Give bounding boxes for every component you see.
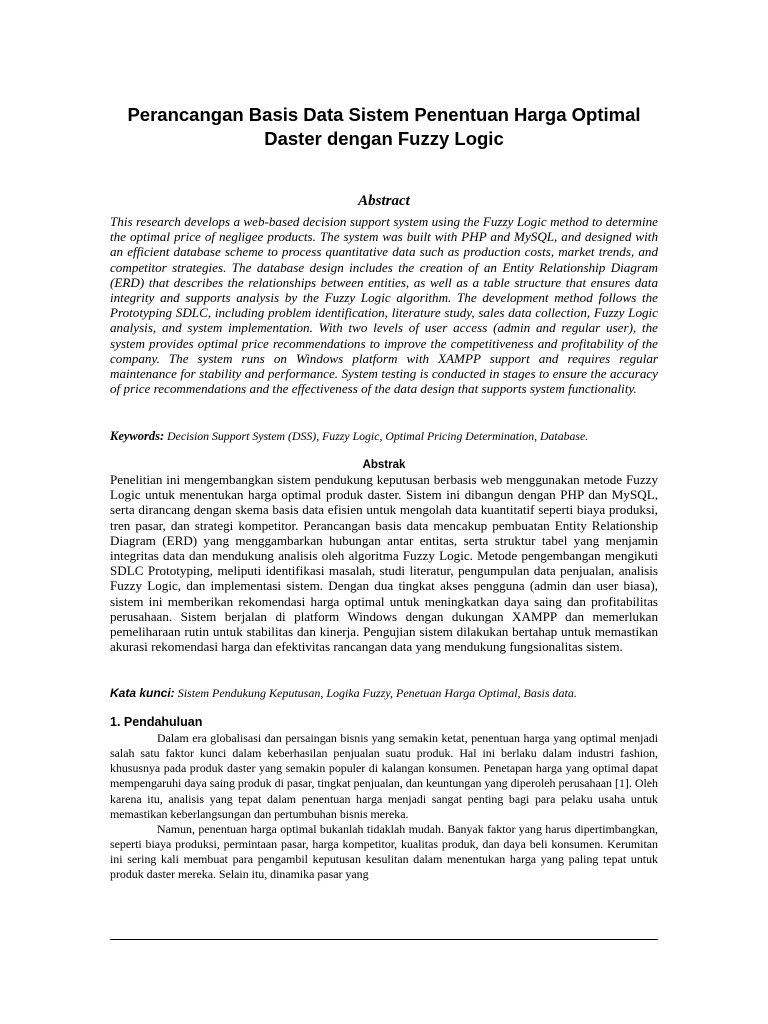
keywords-list-en: Decision Support System (DSS), Fuzzy Logic, Optimal Pricing Determination, Database.	[167, 429, 589, 443]
abstract-heading-en: Abstract	[358, 193, 410, 209]
footer-rule	[110, 939, 658, 940]
abstract-text-en: This research develops a web-based decision support system using the Fuzzy Logic method to determine the optimal price of negligee products. The system was built with PHP and MySQL, and designed with an efficient database scheme to process quantitative data such as production costs, market trends, and competitor strategies. The database design includes the creation of an Entity Relationship Diagram (ERD) that describes the relationships between entities, as well as a table structure that ensures data integrity and supports analysis by the Fuzzy Logic algorithm. The development method follows the Prototyping SDLC, including problem identification, literature study, sales data collection, Fuzzy Logic analysis, and system implementation. With two levels of user access (admin and regular user), the system provides optimal price recommendations to improve the competitiveness and profitability of the company. The system runs on Windows platform with XAMPP support and requires regular maintenance for stability and performance. System testing is conducted in stages to ensure the accuracy of price recommendations and the effectiveness of the data design that supports system functionality.	[110, 214, 658, 397]
paragraph: Namun, penentuan harga optimal bukanlah tidaklah mudah. Banyak faktor yang harus dipertimbangkan, seperti biaya produksi, permintaan pasar, harga kompetitor, kualitas produk, dan daya beli konsumen. Kerumitan ini sering kali membuat para pengambil keputusan kesulitan dalam menentukan harga yang paling tepat untuk produk daster mereka. Selain itu, dinamika pasar yang	[110, 821, 658, 882]
abstract-heading-id: Abstrak	[362, 459, 406, 471]
keywords-label-en: Keywords:	[110, 429, 165, 443]
keywords-id	[110, 686, 658, 701]
keywords-label-id: Kata kunci:	[110, 686, 175, 700]
section-heading: 1. Pendahuluan	[110, 715, 203, 729]
paragraph: Dalam era globalisasi dan persaingan bisnis yang semakin ketat, penentuan harga yang optimal menjadi salah satu faktor kunci dalam keberhasilan penjualan suatu produk. Hal ini berlaku dalam industri fashion, khususnya pada produk daster yang semakin populer di kalangan konsumen. Penetapan harga yang optimal dapat mempengaruhi daya saing produk di pasar, tingkat penjualan, dan keuntungan yang diperoleh perusahaan [1]. Oleh karena itu, analisis yang tepat dalam penentuan harga menjadi sangat penting bagi para pelaku usaha untuk memastikan keberlangsungan dan pertumbuhan bisnis mereka.	[110, 731, 658, 821]
keywords-list-id: Sistem Pendukung Keputusan, Logika Fuzzy, Penetuan Harga Optimal, Basis data.	[177, 686, 577, 700]
abstract-text-id: Penelitian ini mengembangkan sistem pendukung keputusan berbasis web menggunakan metode Fuzzy Logic untuk menentukan harga optimal produk daster. Sistem ini dibangun dengan PHP dan MySQL, serta dirancang dengan skema basis data efisien untuk mengolah data kuantitatif seperti biaya produksi, tren pasar, dan strategi kompetitor. Perancangan basis data mencakup pembuatan Entity Relationship Diagram (ERD) yang menggambarkan hubungan antar entitas, serta struktur tabel yang menjamin integritas data dan mendukung analisis oleh algoritma Fuzzy Logic. Metode pengembangan mengikuti SDLC Prototyping, meliputi identifikasi masalah, studi literatur, pengumpulan data penjualan, analisis Fuzzy Logic, dan implementasi sistem. Dengan dua tingkat akses pengguna (admin dan user biasa), sistem ini memberikan rekomendasi harga optimal untuk meningkatkan daya saing dan profitabilitas perusahaan. Sistem berjalan di platform Windows dengan dukungan XAMPP dan memerlukan pemeliharaan rutin untuk stabilitas dan kinerja. Pengujian sistem dilakukan bertahap untuk memastikan akurasi rekomendasi harga dan efektivitas rancangan data yang mendukung fungsionalitas sistem.	[110, 472, 658, 655]
section-body	[110, 731, 658, 883]
keywords-en	[110, 429, 658, 444]
paper-title: Perancangan Basis Data Sistem Penentuan Harga Optimal Daster dengan Fuzzy Logic	[127, 104, 641, 149]
